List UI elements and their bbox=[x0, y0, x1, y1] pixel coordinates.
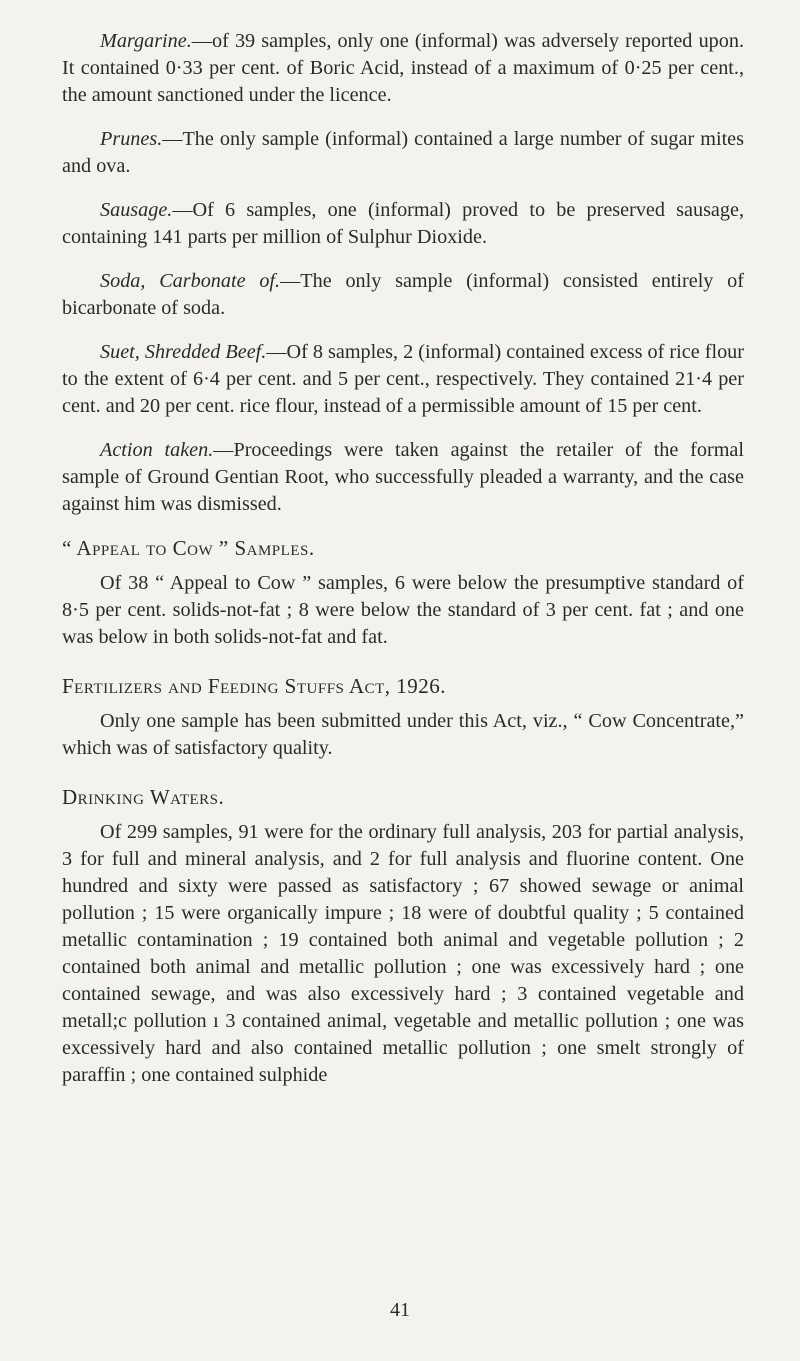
section-heading-drinking-waters: Drinking Waters. bbox=[62, 785, 225, 809]
paragraph-heading: Prunes. bbox=[100, 128, 163, 150]
paragraph-heading: Suet, Shredded Beef. bbox=[100, 341, 267, 363]
paragraph-text: —The only sample (informal) consisted entirely of bicarbonate of soda. bbox=[62, 270, 744, 319]
paragraph-text: —of 39 samples, only one (informal) was adversely reported upon. It contained 0·33 per cent. of Boric Acid, instead of a maximum of 0·25 per cent., the amount sanctioned under the licence. bbox=[62, 30, 744, 106]
page-number: 41 bbox=[390, 1299, 410, 1321]
paragraph-text: —Of 6 samples, one (informal) proved to be preserved sausage, containing 141 parts per million of Sulphur Dioxide. bbox=[62, 199, 744, 248]
paragraph-heading: Margarine. bbox=[100, 30, 192, 52]
paragraph-text: —The only sample (informal) contained a large number of sugar mites and ova. bbox=[62, 128, 744, 177]
paragraph-heading: Soda, Carbonate of. bbox=[100, 270, 281, 292]
paragraph-fertilizers: Only one sample has been submitted under this Act, viz., “ Cow Concentrate,” which was of satisfactory quality. bbox=[62, 710, 744, 759]
paragraph-suet bbox=[62, 339, 744, 420]
paragraph-text: —Proceedings were taken against the retailer of the formal sample of Ground Gentian Root, who successfully pleaded a warranty, and the case against him was dismissed. bbox=[62, 439, 744, 515]
section-heading-appeal: “ Appeal to Cow ” Samples. bbox=[62, 536, 315, 560]
paragraph-drinking-waters: Of 299 samples, 91 were for the ordinary full analysis, 203 for partial analysis, 3 for full and mineral analysis, and 2 for full analysis and fluorine content. One hundred and sixty were passed as satisfactory ; 67 showed sewage or animal pollution ; 15 were organically impure ; 18 were of doubtful quality ; 5 contained metallic contamination ; 19 contained both animal and vegetable pollution ; 2 contained both animal and metallic pollution ; one was excessively hard ; one contained sewage, and was also excessively hard ; 3 contained vegetable and metall;c pollution ı 3 contained animal, vegetable and metallic pollution ; one was excessively hard and also contained metallic pollution ; one smelt strongly of paraffin ; one contained sulphide bbox=[62, 821, 744, 1086]
paragraph-margarine bbox=[62, 28, 744, 109]
paragraph-action-taken bbox=[62, 437, 744, 518]
paragraph-prunes bbox=[62, 126, 744, 180]
document-page bbox=[62, 28, 744, 1106]
paragraph-sausage bbox=[62, 197, 744, 251]
paragraph-heading: Sausage. bbox=[100, 199, 173, 221]
paragraph-text: —Of 8 samples, 2 (informal) contained excess of rice flour to the extent of 6·4 per cent. and 5 per cent., respectively. They contained 21·4 per cent. and 20 per cent. rice flour, instead of a permissible amount of 15 per cent. bbox=[62, 341, 744, 417]
paragraph-heading: Action taken. bbox=[100, 439, 214, 461]
paragraph-appeal: Of 38 “ Appeal to Cow ” samples, 6 were below the presumptive standard of 8·5 per cent. solids-not-fat ; 8 were below the standard of 3 per cent. fat ; and one was below in both solids-not-fat and fat. bbox=[62, 572, 744, 648]
paragraph-soda bbox=[62, 268, 744, 322]
section-heading-fertilizers: Fertilizers and Feeding Stuffs Act, 1926. bbox=[62, 674, 447, 698]
